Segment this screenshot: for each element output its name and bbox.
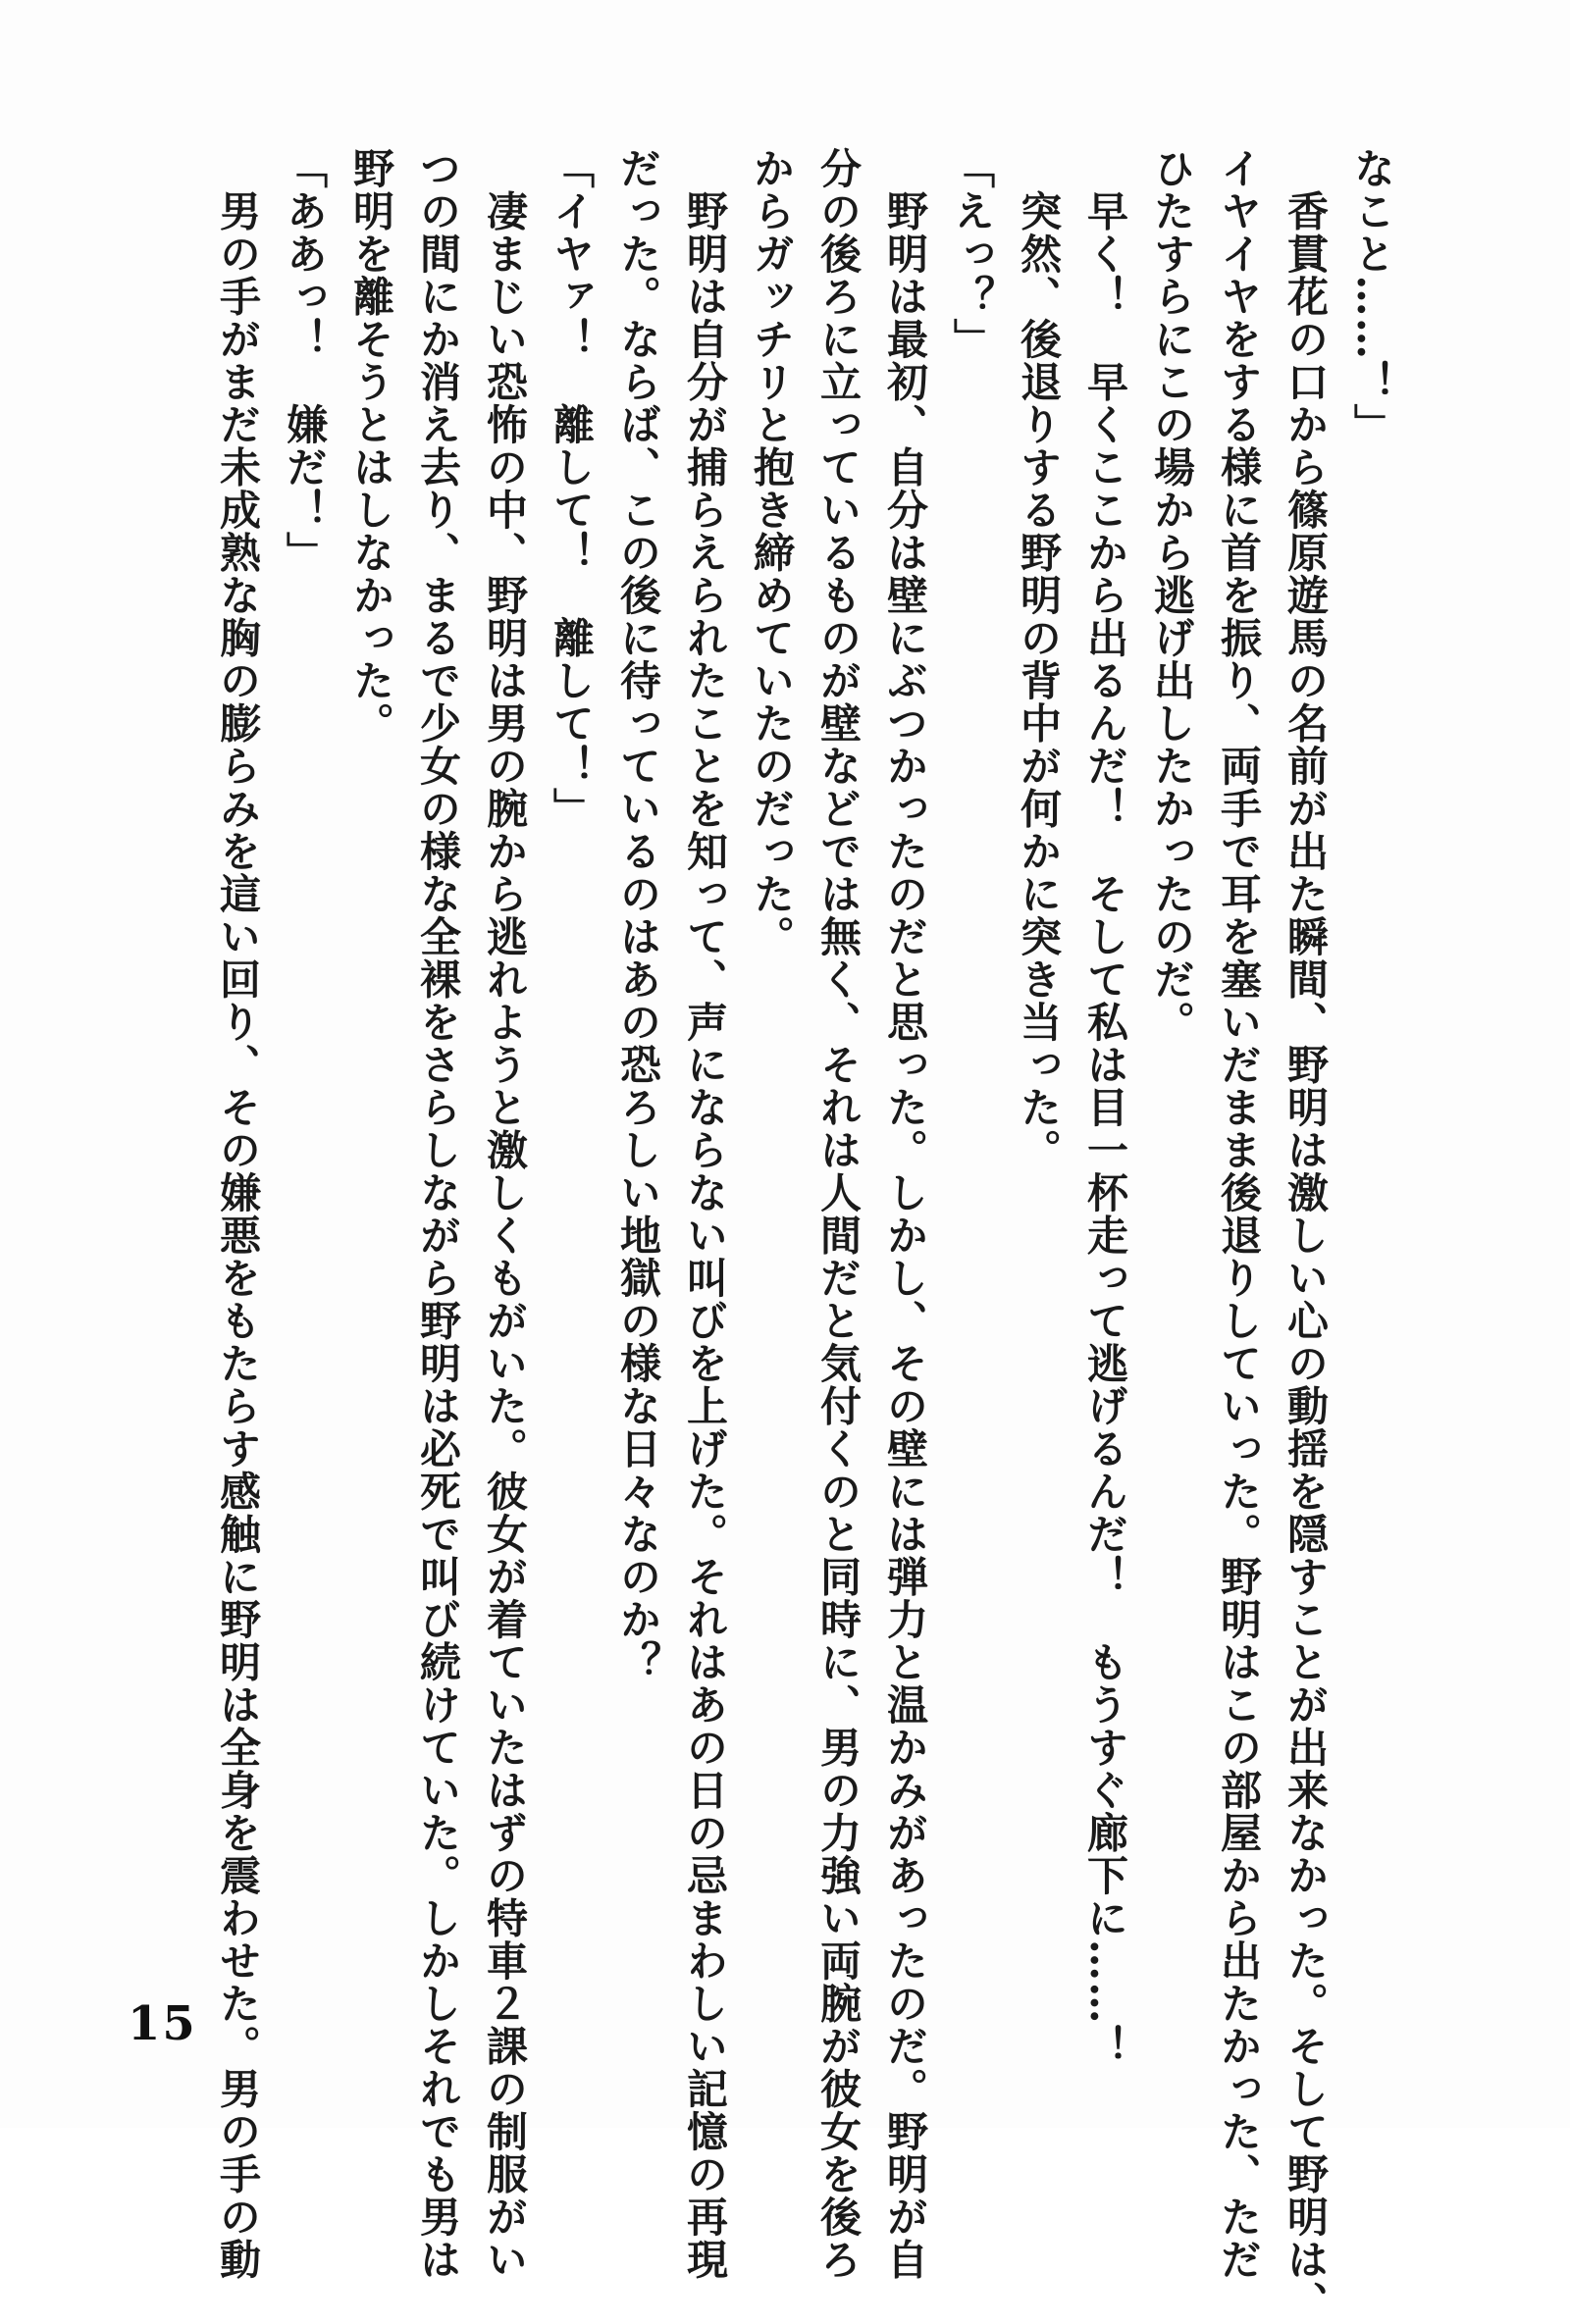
- text-line: 野明を離そうとはしなかった。: [347, 147, 395, 745]
- text-line: だった。ならば、この後に待っているのはあの恐ろしい地獄の様な日々なのか？: [614, 147, 662, 1683]
- text-line: 香貫花の口から篠原遊馬の名前が出た瞬間、野明は激しい心の動揺を隠すことが出来なかった。そして野明は、: [1282, 147, 1330, 2324]
- text-line: ひたすらにこの場から逃げ出したかったのだ。: [1148, 147, 1196, 1044]
- text-line: 「えっ？」: [948, 147, 996, 361]
- text-line: 男の手がまだ未成熟な胸の膨らみを這い回り、その嫌悪をもたらす感触に野明は全身を震わせた。男の手の動: [214, 147, 262, 2281]
- text-line: 早く！ 早くここから出るんだ！ そして私は目一杯走って逃げるんだ！ もうすぐ廊下に……！: [1081, 147, 1129, 2068]
- text-line: 野明は最初、自分は壁にぶつかったのだと思った。しかし、その壁には弾力と温かみがあったのだ。野明が自: [881, 147, 929, 2281]
- text-line: なこと……！」: [1348, 147, 1396, 446]
- text-line: 突然、後退りする野明の背中が何かに突き当った。: [1015, 147, 1063, 1171]
- page-number: 15: [128, 1996, 197, 2051]
- text-line: 「イヤァ！ 離して！ 離して！」: [548, 147, 596, 830]
- body-text: [204, 147, 1405, 2324]
- text-line: つの間にか消え去り、まるで少女の様な全裸をさらしながら野明は必死で叫び続けていた。しかしそれでも男は: [414, 147, 462, 2281]
- text-line: からガッチリと抱き締めていたのだった。: [748, 147, 796, 958]
- text-line: 「ああっ！ 嫌だ！」: [281, 147, 329, 574]
- text-line: イヤイヤをする様に首を振り、両手で耳を塞いだまま後退りしていった。野明はこの部屋から出たかった、ただ: [1215, 147, 1263, 2281]
- text-line: 分の後ろに立っているものが壁などでは無く、それは人間だと気付くのと同時に、男の力強い両腕が彼女を後ろ: [814, 147, 863, 2281]
- text-line: 野明は自分が捕らえられたことを知って、声にならない叫びを上げた。それはあの日の忌まわしい記憶の再現: [681, 147, 729, 2281]
- text-line: 凄まじい恐怖の中、野明は男の腕から逃れようと激しくもがいた。彼女が着ていたはずの特車２課の制服がい: [481, 147, 529, 2281]
